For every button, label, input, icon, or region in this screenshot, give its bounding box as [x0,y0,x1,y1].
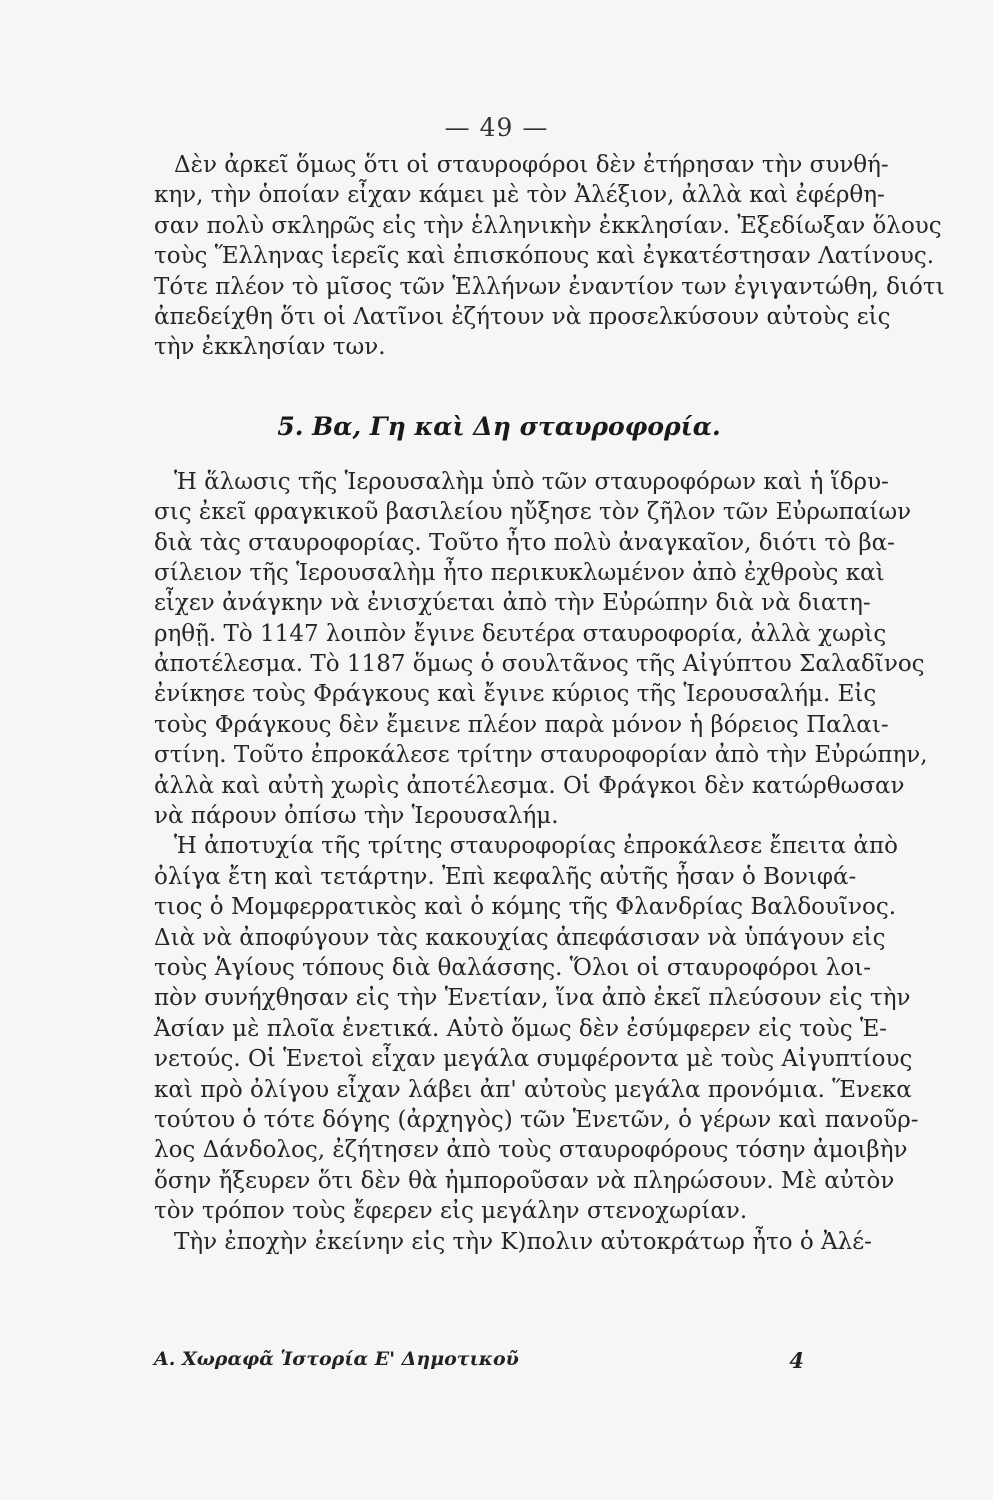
text-line: ὀλίγα ἔτη καὶ τετάρτην. Ἐπὶ κεφαλῆς αὐτῆς ἦσαν ὁ Βονιφά- [154,863,857,890]
text-line: τούτου ὁ τότε δόγης (ἀρχηγὸς) τῶν Ἑνετῶν, ὁ γέρων καὶ πανοῦρ- [154,1106,919,1133]
text-line: τοὺς Ἁγίους τόπους διὰ θαλάσσης. Ὅλοι οἱ σταυροφόροι λοι- [154,954,871,981]
text-line: Τότε πλέον τὸ μῖσος τῶν Ἑλλήνων ἐναντίον των ἐγιγαντώθη, διότι [154,273,945,300]
text-line: τιος ὁ Μομφερρατικὸς καὶ ὁ κόμης τῆς Φλανδρίας Βαλδουῖνος. [154,894,897,921]
text-line: καὶ πρὸ ὀλίγου εἶχαν λάβει ἀπ' αὐτοὺς μεγάλα προνόμια. Ἕνεκα [154,1076,912,1103]
text-line: ἀπεδείχθη ὅτι οἱ Λατῖνοι ἐζήτουν νὰ προσελκύσουν αὐτοὺς εἰς [154,303,891,330]
text-line: ὅσην ἤξευρεν ὅτι δὲν θὰ ἠμποροῦσαν νὰ πληρώσουν. Μὲ αὐτὸν [154,1167,895,1194]
text-line: σις ἐκεῖ φραγκικοῦ βασιλείου ηὔξησε τὸν ζῆλον τῶν Εὐρωπαίων [154,499,912,526]
text-line: νὰ πάρουν ὀπίσω τὴν Ἱερουσαλήμ. [154,803,559,830]
text-line: σαν πολὺ σκληρῶς εἰς τὴν ἑλληνικὴν ἐκκλησίαν. Ἐξεδίωξαν ὅλους [154,212,942,239]
page-footer [154,1348,804,1373]
text-line: εἶχεν ἀνάγκην νὰ ἐνισχύεται ἀπὸ τὴν Εὐρώπην διὰ νὰ διατη- [154,590,871,617]
text-line: Ἡ ἀποτυχία τῆς τρίτης σταυροφορίας ἐπροκάλεσε ἔπειτα ἀπὸ [174,833,898,860]
paragraph-4 [154,1227,872,1257]
paragraph-2 [154,467,928,832]
text-line: Ἡ ἅλωσις τῆς Ἱερουσαλὴμ ὑπὸ τῶν σταυροφόρων καὶ ἡ ἵδρυ- [174,468,889,495]
text-line: ἀλλὰ καὶ αὐτὴ χωρὶς ἀποτέλεσμα. Οἱ Φράγκοι δὲν κατώρθωσαν [154,772,905,799]
text-line: τὴν ἐκκλησίαν των. [154,334,386,361]
text-line: ἀποτέλεσμα. Τὸ 1187 ὅμως ὁ σουλτᾶνος τῆς Αἰγύπτου Σαλαδῖνος [154,651,925,678]
footer-book-title: Α. Χωραφᾶ Ἱστορία Ε' Δημοτικοῦ [154,1348,519,1370]
text-line: Διὰ νὰ ἀποφύγουν τὰς κακουχίας ἀπεφάσισαν νὰ ὑπάγουν εἰς [154,924,886,951]
paragraph-3 [154,831,919,1226]
text-line: πὸν συνήχθησαν εἰς τὴν Ἑνετίαν, ἵνα ἀπὸ ἐκεῖ πλεύσουν εἰς τὴν [154,985,911,1012]
text-line: ἐνίκησε τοὺς Φράγκους καὶ ἔγινε κύριος τῆς Ἱερουσαλήμ. Εἰς [154,681,877,708]
text-line: τοὺς Φράγκους δὲν ἔμεινε πλέον παρὰ μόνον ἡ βόρειος Παλαι- [154,711,889,738]
text-line: σίλειον τῆς Ἱερουσαλὴμ ἦτο περικυκλωμένον ἀπὸ ἐχθροὺς καὶ [154,559,885,586]
text-line: νετούς. Οἱ Ἑνετοὶ εἶχαν μεγάλα συμφέροντα μὲ τοὺς Αἰγυπτίους [154,1046,913,1073]
text-line: τοὺς Ἕλληνας ἱερεῖς καὶ ἐπισκόπους καὶ ἐγκατέστησαν Λατίνους. [154,243,935,270]
text-line: Ἀσίαν μὲ πλοῖα ἑνετικά. Αὐτὸ ὅμως δὲν ἐσύμφερεν εἰς τοὺς Ἑ- [154,1015,888,1042]
body-text [154,150,945,1257]
text-line: Τὴν ἐποχὴν ἐκείνην εἰς τὴν Κ)πολιν αὐτοκράτωρ ἦτο ὁ Ἀλέ- [174,1228,872,1255]
section-heading: 5. Βα, Γη καὶ Δη σταυροφορία. [277,411,721,441]
page-number: — 49 — [444,113,549,142]
text-line: ρηθῇ. Τὸ 1147 λοιπὸν ἔγινε δευτέρα σταυροφορία, ἀλλὰ χωρὶς [154,620,887,647]
text-line: διὰ τὰς σταυροφορίας. Τοῦτο ἦτο πολὺ ἀναγκαῖον, διότι τὸ βα- [154,529,895,556]
text-line: κην, τὴν ὁποίαν εἶχαν κάμει μὲ τὸν Ἀλέξιον, ἀλλὰ καὶ ἐφέρθη- [154,182,885,209]
paragraph-intro [154,150,945,363]
text-line: Δὲν ἀρκεῖ ὅμως ὅτι οἱ σταυροφόροι δὲν ἐτήρησαν τὴν συνθή- [174,152,889,178]
text-line: στίνη. Τοῦτο ἐπροκάλεσε τρίτην σταυροφορίαν ἀπὸ τὴν Εὐρώπην, [154,742,928,769]
text-line: τὸν τρόπον τοὺς ἔφερεν εἰς μεγάλην στενοχωρίαν. [154,1198,748,1225]
footer-signature-mark: 4 [789,1348,804,1373]
text-line: λος Δάνδολος, ἐζήτησεν ἀπὸ τοὺς σταυροφόρους τόσην ἀμοιβὴν [154,1137,908,1164]
